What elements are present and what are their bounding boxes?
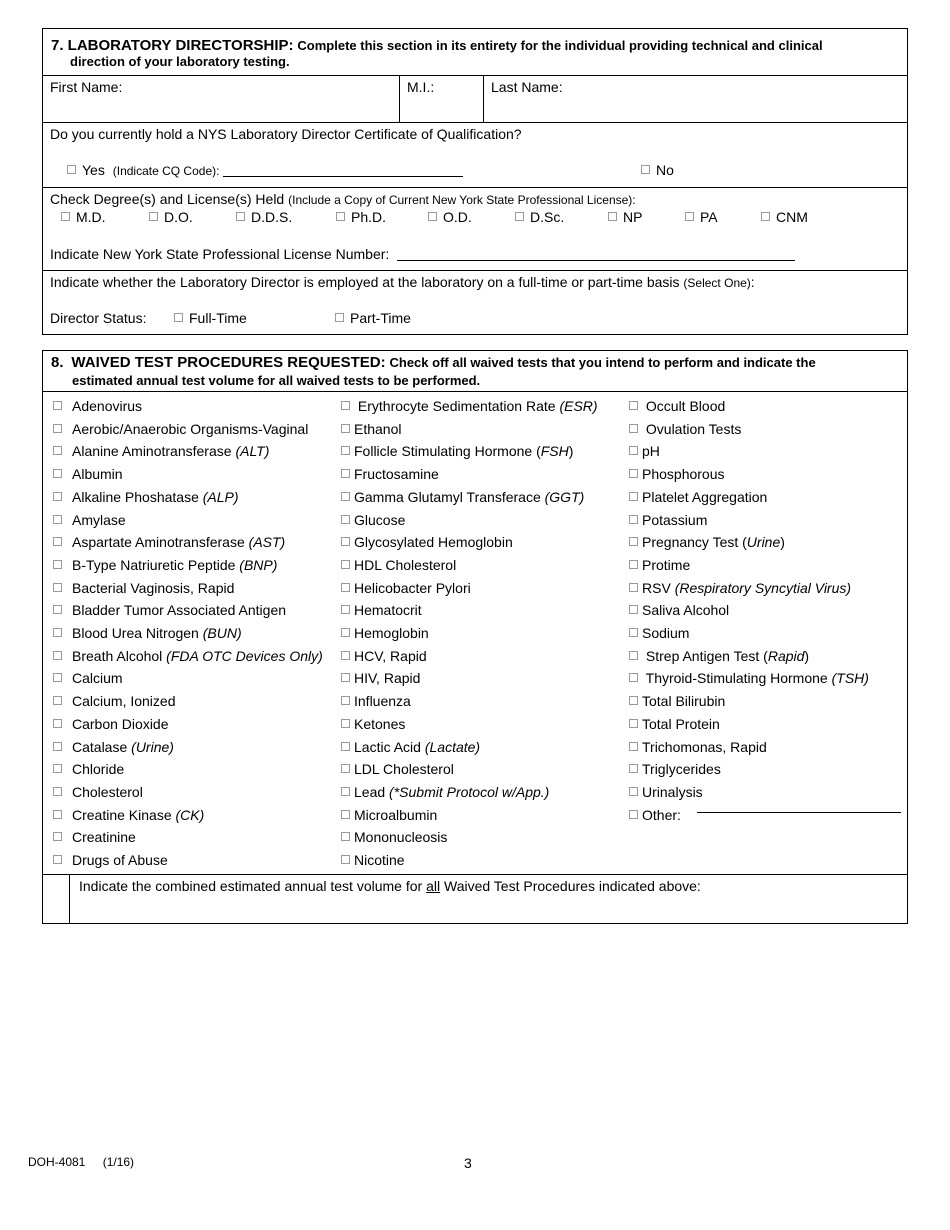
last-name-field[interactable] <box>483 76 908 122</box>
waived-test-qualifier: (Respiratory Syncytial Virus) <box>674 579 852 596</box>
waived-test-name: Ketones <box>354 715 406 732</box>
waived-test-checkbox[interactable] <box>341 469 350 478</box>
waived-test-checkbox[interactable] <box>341 719 350 728</box>
waived-test-name: Carbon Dioxide <box>72 715 169 732</box>
waived-test-item <box>341 761 454 777</box>
waived-test-qualifier: (BNP) <box>239 556 278 573</box>
waived-test-item <box>341 784 549 800</box>
license-number-input[interactable] <box>397 260 795 261</box>
waived-test-item <box>629 739 767 755</box>
waived-test-name: Thyroid-Stimulating Hormone <box>642 670 832 687</box>
waived-test-name: Protime <box>642 556 691 573</box>
waived-test-checkbox[interactable] <box>53 492 62 501</box>
waived-test-item <box>53 648 323 664</box>
waived-test-checkbox[interactable] <box>53 719 62 728</box>
waived-test-name: Pregnancy Test ( <box>642 534 747 551</box>
waived-test-checkbox[interactable] <box>341 446 350 455</box>
cq-yes-label: Yes <box>82 162 105 178</box>
waived-test-name: Lead <box>354 783 390 800</box>
waived-test-checkbox[interactable] <box>53 651 62 660</box>
degree-md <box>61 209 106 225</box>
waived-test-item <box>53 761 124 777</box>
waived-test-checkbox[interactable] <box>53 628 62 637</box>
waived-test-name: RSV <box>642 579 675 596</box>
degree-od-checkbox[interactable] <box>428 212 437 221</box>
waived-test-checkbox[interactable] <box>341 492 350 501</box>
waived-test-checkbox[interactable] <box>53 764 62 773</box>
waived-test-name: pH <box>642 443 660 460</box>
waived-test-checkbox[interactable] <box>341 742 350 751</box>
form-id <box>28 1155 134 1169</box>
middle-initial-field[interactable] <box>399 76 484 122</box>
waived-test-item <box>341 807 437 823</box>
waived-test-checkbox[interactable] <box>341 515 350 524</box>
employment-question-text: Indicate whether the Laboratory Director is employed at the laboratory on a full-time or part-time basis <box>50 274 680 290</box>
waived-test-name: Influenza <box>354 693 411 710</box>
degree-phd-checkbox[interactable] <box>336 212 345 221</box>
waived-test-name: Hemoglobin <box>354 625 429 641</box>
waived-test-item <box>629 716 720 732</box>
waived-test-checkbox[interactable] <box>629 787 638 796</box>
waived-test-checkbox[interactable] <box>53 401 62 410</box>
waived-test-checkbox[interactable] <box>53 515 62 524</box>
full-time-checkbox[interactable] <box>174 313 183 322</box>
waived-test-qualifier: (ALP) <box>202 488 239 505</box>
waived-test-checkbox[interactable] <box>629 696 638 705</box>
waived-test-name: Adenovirus <box>72 398 143 414</box>
waived-test-checkbox[interactable] <box>341 583 350 592</box>
waived-test-item <box>341 829 447 845</box>
waived-test-checkbox[interactable] <box>341 424 350 433</box>
cq-question: Do you currently hold a NYS Laboratory Director Certificate of Qualification? <box>50 126 522 142</box>
degree-md-label: M.D. <box>76 209 106 225</box>
waived-test-name: Helicobacter Pylori <box>354 579 471 596</box>
waived-test-item <box>53 716 169 732</box>
waived-test-item <box>629 761 721 777</box>
waived-test-name: Microalbumin <box>354 806 438 823</box>
annual-volume-text-pre: Indicate the combined estimated annual test volume for <box>79 878 427 894</box>
waived-test-name: Saliva Alcohol <box>642 602 730 619</box>
waived-test-name: Ethanol <box>354 420 402 437</box>
waived-test-checkbox[interactable] <box>53 810 62 819</box>
waived-test-name: Sodium <box>642 625 690 641</box>
waived-test-item <box>629 398 725 414</box>
waived-test-item <box>53 443 269 459</box>
last-name-label: Last Name: <box>491 79 563 95</box>
waived-test-name: Trichomonas, Rapid <box>642 738 767 755</box>
waived-test-item <box>629 784 703 800</box>
waived-test-name: LDL Cholesterol <box>354 761 454 778</box>
waived-test-checkbox[interactable] <box>53 583 62 592</box>
waived-test-item <box>629 693 725 709</box>
degree-md-checkbox[interactable] <box>61 212 70 221</box>
waived-test-name: HDL Cholesterol <box>354 556 457 573</box>
waived-test-checkbox[interactable] <box>341 855 350 864</box>
degree-phd <box>336 209 386 225</box>
waived-test-name: Creatine Kinase <box>72 806 176 823</box>
degree-np <box>608 209 642 225</box>
annual-volume-text-post: Waived Test Procedures indicated above: <box>440 878 701 894</box>
waived-test-qualifier: (FDA OTC Devices Only) <box>166 647 323 664</box>
employment-note: (Select One) <box>683 276 751 290</box>
waived-test-item <box>629 648 809 664</box>
waived-test-name: Alanine Aminotransferase <box>72 443 236 460</box>
employment-question <box>50 274 755 290</box>
waived-test-name: Cholesterol <box>72 783 143 800</box>
waived-test-checkbox[interactable] <box>53 855 62 864</box>
waived-test-item <box>53 670 123 686</box>
waived-test-item <box>53 489 239 505</box>
part-time-label: Part-Time <box>350 310 411 326</box>
waived-test-name: Albumin <box>72 466 123 483</box>
waived-test-item <box>629 534 785 550</box>
waived-test-tail: ) <box>780 534 785 551</box>
page-number: 3 <box>464 1155 472 1171</box>
waived-test-item <box>341 557 456 573</box>
cq-row <box>43 123 907 188</box>
waived-test-checkbox[interactable] <box>629 401 638 410</box>
waived-test-name: Amylase <box>72 511 126 528</box>
waived-test-checkbox[interactable] <box>341 832 350 841</box>
waived-test-checkbox[interactable] <box>341 810 350 819</box>
cq-no-checkbox[interactable] <box>641 165 650 174</box>
waived-test-name: Triglycerides <box>642 761 721 778</box>
degree-phd-label: Ph.D. <box>351 209 387 225</box>
waived-test-tail: ) <box>568 443 574 460</box>
cq-no-option <box>641 162 674 178</box>
waived-test-name: Calcium, Ionized <box>72 693 176 710</box>
waived-test-qualifier: (Urine) <box>131 738 174 755</box>
waived-test-item <box>629 489 767 505</box>
waived-test-qualifier: (ALT) <box>235 443 270 460</box>
waived-test-item <box>629 807 681 823</box>
waived-test-qualifier: (BUN) <box>202 625 242 641</box>
waived-test-checkbox[interactable] <box>341 764 350 773</box>
part-time-option <box>335 310 411 326</box>
waived-test-checkbox[interactable] <box>53 696 62 705</box>
waived-test-checkbox[interactable] <box>629 719 638 728</box>
section-8-header <box>43 351 907 392</box>
degree-dds <box>236 209 292 225</box>
waived-test-checkbox[interactable] <box>341 537 350 546</box>
waived-test-name: Aerobic/Anaerobic Organisms-Vaginal <box>72 420 309 437</box>
employment-colon: : <box>750 274 755 290</box>
first-name-label: First Name: <box>50 79 123 95</box>
section-8-number: 8. <box>51 354 64 371</box>
section-7-description: Complete this section in its entirety for the individual providing technical and clinical <box>297 38 823 53</box>
waived-test-checkbox[interactable] <box>341 605 350 614</box>
section-7-laboratory-directorship <box>42 28 908 335</box>
waived-test-item <box>53 852 168 868</box>
waived-test-checkbox[interactable] <box>341 560 350 569</box>
waived-test-name: Strep Antigen Test ( <box>642 647 768 664</box>
degree-row <box>43 188 907 271</box>
waived-test-checkbox[interactable] <box>53 537 62 546</box>
waived-test-checkbox[interactable] <box>629 810 638 819</box>
cq-no-label: No <box>656 162 674 178</box>
director-status-label: Director Status: <box>50 310 147 326</box>
waived-test-qualifier: (Lactate) <box>424 738 481 755</box>
degree-od <box>428 209 472 225</box>
full-time-option <box>174 310 247 326</box>
annual-volume-row <box>43 875 907 923</box>
name-row <box>43 76 907 123</box>
waived-test-item <box>629 421 741 437</box>
waived-test-checkbox[interactable] <box>629 742 638 751</box>
waived-test-name: Lactic Acid <box>354 738 425 755</box>
waived-test-checkbox[interactable] <box>629 560 638 569</box>
license-number <box>50 246 795 262</box>
waived-test-name: HCV, Rapid <box>354 647 427 664</box>
waived-test-item <box>629 580 851 596</box>
waived-test-checkbox[interactable] <box>53 446 62 455</box>
waived-test-checkbox[interactable] <box>629 446 638 455</box>
waived-test-checkbox[interactable] <box>341 787 350 796</box>
waived-test-item <box>53 807 204 823</box>
waived-test-item <box>341 648 427 664</box>
section-8-heading: WAIVED TEST PROCEDURES REQUESTED: <box>71 354 386 371</box>
degree-dds-label: D.D.S. <box>251 209 293 225</box>
waived-test-name: Creatinine <box>72 829 136 846</box>
degree-do-label: D.O. <box>164 209 193 225</box>
waived-test-qualifier: FSH <box>540 443 569 460</box>
waived-test-checkbox[interactable] <box>629 673 638 682</box>
cq-code-label: (Indicate CQ Code): <box>112 164 220 178</box>
degree-pa-checkbox[interactable] <box>685 212 694 221</box>
section-8-description: Check off all waived tests that you intend to perform and indicate the <box>389 355 816 370</box>
waived-test-checkbox[interactable] <box>629 605 638 614</box>
waived-test-checkbox[interactable] <box>341 673 350 682</box>
waived-test-item <box>341 852 405 868</box>
degree-cnm-label: CNM <box>776 209 808 225</box>
waived-test-item <box>341 670 420 686</box>
waived-test-name: HIV, Rapid <box>354 670 421 687</box>
waived-test-item <box>53 829 136 845</box>
degree-dsc-checkbox[interactable] <box>515 212 524 221</box>
waived-test-name: Potassium <box>642 511 708 528</box>
waived-test-name: Nicotine <box>354 852 405 868</box>
waived-test-name: Drugs of Abuse <box>72 852 168 868</box>
degree-dsc-label: D.Sc. <box>530 209 565 225</box>
waived-test-name: Phosphorous <box>642 466 725 483</box>
section-7-heading: 7. LABORATORY DIRECTORSHIP: <box>51 37 294 54</box>
waived-test-name: Gamma Glutamyl Transferace <box>354 488 545 505</box>
waived-test-qualifier: (ESR) <box>559 398 598 414</box>
annual-volume-label <box>79 878 701 894</box>
waived-test-checkbox[interactable] <box>629 469 638 478</box>
waived-test-item <box>53 466 123 482</box>
waived-test-name: Glycosylated Hemoglobin <box>354 534 513 551</box>
form-number: DOH-4081 <box>28 1155 86 1169</box>
form-date: (1/16) <box>102 1155 135 1169</box>
waived-test-name: Aspartate Aminotransferase <box>72 534 249 551</box>
waived-test-item <box>341 739 480 755</box>
waived-test-item <box>53 512 126 528</box>
waived-test-item <box>629 466 725 482</box>
annual-volume-text-underlined: all <box>426 878 441 894</box>
waived-test-name: Bacterial Vaginosis, Rapid <box>72 579 235 596</box>
waived-test-item <box>629 557 690 573</box>
other-test-input[interactable] <box>697 812 901 813</box>
waived-test-item <box>341 534 513 550</box>
waived-test-checkbox[interactable] <box>341 628 350 637</box>
waived-test-checkbox[interactable] <box>53 787 62 796</box>
waived-test-name: Chloride <box>72 761 125 778</box>
waived-test-name: Platelet Aggregation <box>642 488 768 505</box>
employment-row <box>43 271 907 334</box>
waived-test-item <box>341 421 401 437</box>
degree-cnm <box>761 209 808 225</box>
degree-np-label: NP <box>623 209 643 225</box>
waived-test-checkbox[interactable] <box>629 537 638 546</box>
waived-test-name: Mononucleosis <box>354 829 448 846</box>
section-7-description-2: direction of your laboratory testing. <box>70 54 290 69</box>
waived-test-item <box>341 625 429 641</box>
waived-test-name: Fructosamine <box>354 466 439 483</box>
waived-test-qualifier: (*Submit Protocol w/App.) <box>389 783 550 800</box>
degree-cnm-checkbox[interactable] <box>761 212 770 221</box>
waived-test-checkbox[interactable] <box>53 560 62 569</box>
waived-test-item <box>53 557 277 573</box>
degree-pa-label: PA <box>700 209 718 225</box>
license-number-label: Indicate New York State Professional License Number: <box>50 246 390 262</box>
waived-test-name: Occult Blood <box>642 398 726 414</box>
waived-test-checkbox[interactable] <box>53 469 62 478</box>
waived-test-checkbox[interactable] <box>53 424 62 433</box>
waived-test-item <box>53 625 242 641</box>
section-8-waived-tests <box>42 350 908 924</box>
waived-test-name: Total Protein <box>642 715 720 732</box>
annual-volume-input[interactable] <box>43 875 70 923</box>
waived-test-checkbox[interactable] <box>629 651 638 660</box>
waived-test-checkbox[interactable] <box>53 742 62 751</box>
part-time-checkbox[interactable] <box>335 313 344 322</box>
degree-do-checkbox[interactable] <box>149 212 158 221</box>
waived-test-name: Hematocrit <box>354 602 422 619</box>
waived-test-name: Bladder Tumor Associated Antigen <box>72 602 287 619</box>
waived-test-name: Total Bilirubin <box>642 693 726 710</box>
waived-test-checkbox[interactable] <box>629 515 638 524</box>
waived-test-name: Urinalysis <box>642 783 703 800</box>
waived-test-item <box>341 512 405 528</box>
waived-test-item <box>53 693 176 709</box>
waived-test-name: Calcium <box>72 670 123 687</box>
waived-test-item <box>341 580 471 596</box>
cq-code-input[interactable] <box>223 176 463 177</box>
section-8-description-2: estimated annual test volume for all waived tests to be performed. <box>72 373 481 388</box>
waived-test-item <box>53 398 142 414</box>
waived-test-item <box>341 466 439 482</box>
degree-do <box>149 209 193 225</box>
degree-label: Check Degree(s) and License(s) Held <box>50 191 285 207</box>
waived-test-qualifier: Rapid <box>767 647 805 664</box>
degree-dsc <box>515 209 564 225</box>
waived-test-name: Blood Urea Nitrogen <box>72 625 203 641</box>
waived-test-name: Follicle Stimulating Hormone ( <box>354 443 541 460</box>
waived-test-item <box>53 580 234 596</box>
waived-test-item <box>341 693 411 709</box>
waived-test-item <box>341 443 573 459</box>
waived-test-item <box>53 534 285 550</box>
waived-test-item <box>341 602 422 618</box>
waived-test-checkbox[interactable] <box>53 832 62 841</box>
degree-question <box>50 191 636 207</box>
waived-test-item <box>629 512 707 528</box>
degree-colon: : <box>632 193 636 207</box>
waived-test-item <box>629 443 660 459</box>
waived-test-checkbox[interactable] <box>341 651 350 660</box>
waived-test-tail: ) <box>804 647 810 664</box>
degree-pa <box>685 209 718 225</box>
waived-test-list <box>43 392 907 875</box>
waived-test-name: Glucose <box>354 511 406 528</box>
waived-test-item <box>629 625 689 641</box>
degree-dds-checkbox[interactable] <box>236 212 245 221</box>
waived-test-checkbox[interactable] <box>53 673 62 682</box>
full-time-label: Full-Time <box>189 310 247 326</box>
waived-test-item <box>629 670 869 686</box>
degree-od-label: O.D. <box>443 209 472 225</box>
waived-test-checkbox[interactable] <box>341 696 350 705</box>
waived-test-name: Erythrocyte Sedimentation Rate <box>354 398 560 414</box>
waived-test-item <box>341 716 405 732</box>
waived-test-qualifier: (CK) <box>175 806 205 823</box>
waived-test-checkbox[interactable] <box>629 583 638 592</box>
cq-yes-checkbox[interactable] <box>67 165 76 174</box>
first-name-field[interactable] <box>43 76 399 122</box>
waived-test-name: Catalase <box>72 738 132 755</box>
waived-test-name: Other: <box>642 806 681 823</box>
section-7-header <box>43 29 907 76</box>
waived-test-checkbox[interactable] <box>629 424 638 433</box>
waived-test-name: Ovulation Tests <box>642 420 742 437</box>
degree-np-checkbox[interactable] <box>608 212 617 221</box>
waived-test-name: Alkaline Phoshatase <box>72 488 203 505</box>
waived-test-item <box>341 398 598 414</box>
waived-test-qualifier: (AST) <box>248 534 286 551</box>
waived-test-qualifier: (TSH) <box>831 670 869 687</box>
waived-test-checkbox[interactable] <box>53 605 62 614</box>
waived-test-qualifier: (GGT) <box>544 488 585 505</box>
waived-test-item <box>53 602 286 618</box>
waived-test-item <box>53 421 308 437</box>
waived-test-qualifier: Urine <box>746 534 781 551</box>
cq-yes-option <box>67 162 463 178</box>
waived-test-item <box>53 784 143 800</box>
waived-test-checkbox[interactable] <box>629 492 638 501</box>
waived-test-item <box>341 489 584 505</box>
waived-test-checkbox[interactable] <box>341 401 350 410</box>
waived-test-name: B-Type Natriuretic Peptide <box>72 556 240 573</box>
waived-test-checkbox[interactable] <box>629 628 638 637</box>
middle-initial-label: M.I.: <box>407 79 435 95</box>
waived-test-checkbox[interactable] <box>629 764 638 773</box>
waived-test-name: Breath Alcohol <box>72 647 167 664</box>
degree-note: (Include a Copy of Current New York State Professional License) <box>288 193 633 207</box>
waived-test-item <box>629 602 729 618</box>
waived-test-item <box>53 739 174 755</box>
